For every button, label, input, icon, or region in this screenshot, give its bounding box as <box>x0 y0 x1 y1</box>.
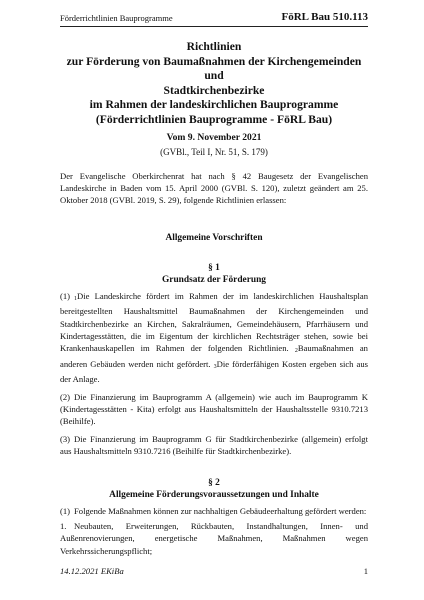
sentence-number: 2 <box>294 348 298 355</box>
subparagraph-text: Die Finanzierung im Bauprogramm A (allgemein) wie auch im Bauprogramm K (Kindertagesstätten - Kita) erfolgt aus Haushaltsmitteln der Haushaltsstelle 9310.7213 (Beihilfe). <box>60 391 368 427</box>
title-line: Stadtkirchenbezirke <box>163 83 265 97</box>
subparagraph-number: (3) <box>60 433 71 444</box>
document-citation: (GVBl., Teil I, Nr. 51, S. 179) <box>160 146 268 157</box>
list-item-number: 1. <box>60 521 67 532</box>
header-document-title: Förderrichtlinien Bauprogramme <box>60 13 173 23</box>
title-line: Richtlinien <box>186 40 242 53</box>
title-line: zur Förderung von Baumaßnahmen der Kirchengemeinden und <box>66 54 362 83</box>
sentence-text: Baumaßnahmen an anderen Gebäuden werden nicht gefördert. <box>60 343 368 369</box>
subparagraph <box>60 505 368 517</box>
section-title: Allgemeine Vorschriften <box>165 232 263 243</box>
subparagraph <box>60 433 368 458</box>
header-document-code: FöRL Bau 510.113 <box>281 11 368 23</box>
page-number: 1 <box>363 566 368 576</box>
sentence-text: Die förderfähigen Kosten ergeben sich aus der Anlage. <box>60 358 368 385</box>
paragraph-number: § 2 <box>208 477 220 488</box>
title-line: (Förderrichtlinien Bauprogramme - FöRL Bau) <box>95 112 333 126</box>
paragraph-heading: Allgemeine Förderungsvoraussetzungen und Inhalte <box>109 489 319 500</box>
sentence-number: 1 <box>74 295 77 302</box>
page-content <box>60 40 368 557</box>
page-footer <box>60 566 368 580</box>
sentence-text: Die Landeskirche fördert im Rahmen der im landeskirchlichen Haushaltsplan bereitgestellten Haushaltsmittel Baumaßnahmen der Kirchengemeinden und Stadtkirchenbezirke an Kirchen, Sakralräumen, Gemeindehäusern, Pfarrhäusern und Kindertagesstätten, die im Eigentum der kirchlichen Rechtsträger stehen, sowie bei Krankenhauskapellen im Rahmen der folgenden Richtlinien. <box>60 290 368 354</box>
title-line: im Rahmen der landeskirchlichen Bauprogramme <box>89 98 339 112</box>
paragraph-number: § 1 <box>208 262 220 273</box>
list-item-text: Neubauten, Erweiterungen, Rückbauten, Instandhaltungen, Innen- und Außenrenovierungen, energetische Maßnahmen, Maßnahmen wegen Verkehrssicherungspflicht; <box>60 521 368 556</box>
subparagraph-number: (1) <box>60 505 71 516</box>
subparagraph <box>60 391 368 428</box>
page-header <box>60 10 368 27</box>
footer-date: 14.12.2021 EKiBa <box>60 566 124 576</box>
sentence-number: 3 <box>213 363 217 370</box>
list-item <box>60 520 368 557</box>
subparagraph-text: Die Finanzierung im Bauprogramm G für Stadtkirchenbezirke (allgemein) erfolgt aus Haushaltsmitteln 9310.7216 (Beihilfe für Stadtkirchenbezirke). <box>60 433 368 457</box>
intro-paragraph: Der Evangelische Oberkirchenrat hat nach § 42 Baugesetz der Evangelischen Landeskirche in Baden vom 15. April 2000 (GVBl. S. 120), zuletzt geändert am 25. Oktober 2018 (GVBl. 2019, S. 29), folgende Richtlinien erlassen: <box>60 170 368 206</box>
document-title <box>60 40 368 128</box>
document-date: Vom 9. November 2021 <box>166 131 262 143</box>
subparagraph-number: (2) <box>60 391 71 402</box>
paragraph-heading: Grundsatz der Förderung <box>162 274 266 285</box>
subparagraph <box>60 290 368 386</box>
subparagraph-number: (1) <box>60 290 71 301</box>
subparagraph-text: Folgende Maßnahmen können zur nachhaltigen Gebäudeerhaltung gefördert werden: <box>74 505 367 516</box>
